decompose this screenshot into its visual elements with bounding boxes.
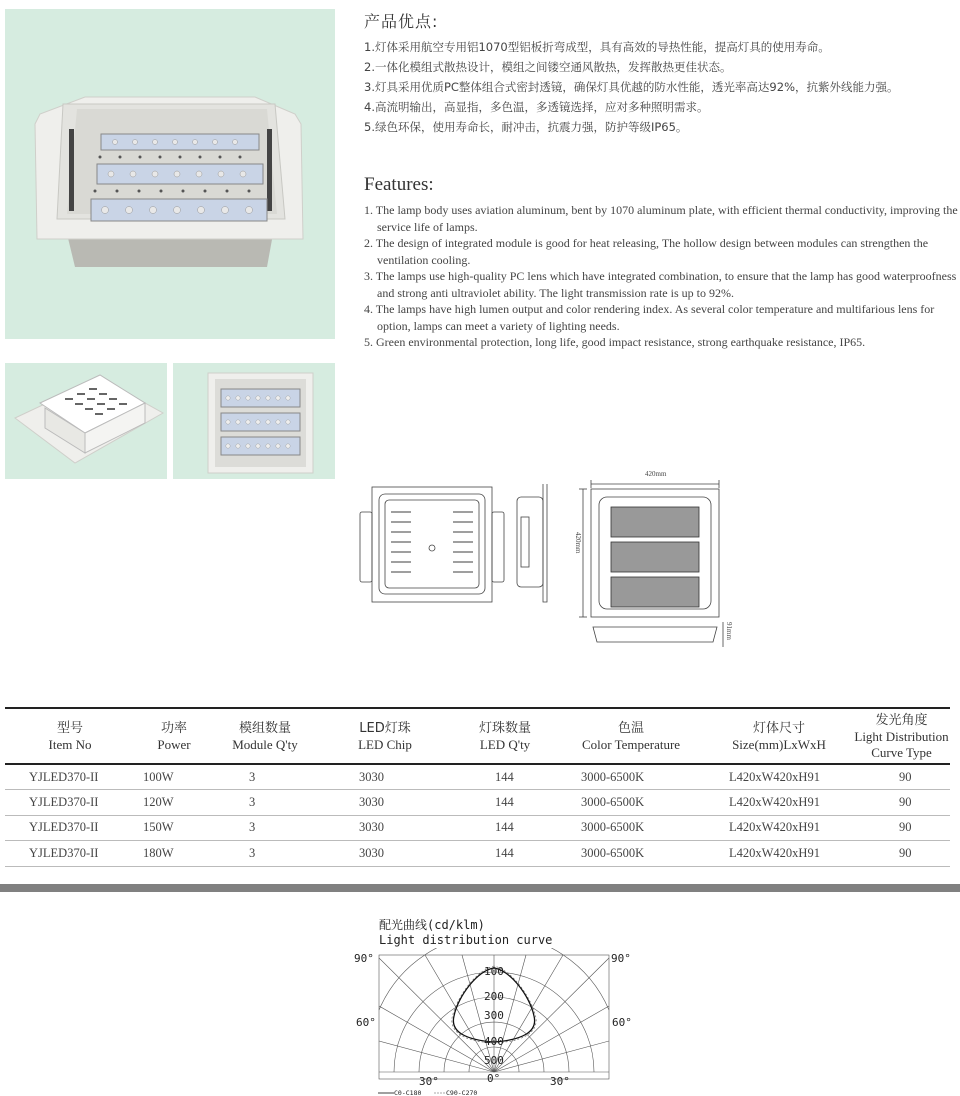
cell-color-temperature: 3000-6500K	[557, 764, 705, 790]
feature-item: 5. Green environmental protection, long life, good impact resistance, strong earthquake resistance, IP65.	[364, 335, 866, 349]
feature-item: 4. The lamps have high lumen output and color rendering index. As several color temperature and multifarious lens for option, lamps can meet a variety of lighting needs.	[364, 302, 935, 333]
cell-led-qty: 144	[453, 764, 557, 790]
light-distribution-curve	[350, 948, 640, 1096]
angle-label: 60°	[356, 1016, 376, 1029]
cell-color-temperature: 3000-6500K	[557, 815, 705, 841]
radial-label: 400	[484, 1035, 504, 1048]
cell-light-distribution: 90	[853, 790, 950, 816]
cell-module-qty: 3	[213, 815, 317, 841]
advantage-item: 5.绿色环保，使用寿命长，耐冲击，抗震力强，防护等级IP65。	[364, 120, 688, 134]
feature-item: 3. The lamps use high-quality PC lens which have integrated combination, to ensure that the lamp has good waterproofness and strong anti ultraviolet ability. The light transmission rate is up to 92%.	[364, 269, 957, 300]
cell-color-temperature: 3000-6500K	[557, 790, 705, 816]
cell-item-no: YJLED370-II	[5, 764, 135, 790]
curve-title-zh: 配光曲线(cd/klm)	[379, 918, 485, 932]
cell-power: 180W	[135, 841, 213, 867]
side-view-drawing	[517, 484, 547, 602]
header-light-distribution: 发光角度 Light Distribution Curve Type	[853, 708, 950, 764]
radial-label: 100	[484, 965, 504, 978]
feature-item: 2. The design of integrated module is good for heat releasing, The hollow design between modules can strengthen the ventilation cooling.	[364, 236, 929, 267]
cell-power: 150W	[135, 815, 213, 841]
cell-led-chip: 3030	[317, 764, 453, 790]
cell-size: L420xW420xH91	[705, 764, 853, 790]
main-product-photo	[5, 9, 335, 339]
cell-led-qty: 144	[453, 790, 557, 816]
feature-item: 1. The lamp body uses aviation aluminum, bent by 1070 aluminum plate, with efficient thermal conductivity, improving the service life of lamps.	[364, 203, 958, 234]
header-size: 灯体尺寸 Size(mm)LxWxH	[705, 708, 853, 764]
table-row	[5, 815, 950, 841]
header-module-qty: 模组数量 Module Q'ty	[213, 708, 317, 764]
radial-label: 300	[484, 1009, 504, 1022]
cell-led-chip: 3030	[317, 841, 453, 867]
cell-led-chip: 3030	[317, 790, 453, 816]
width-dimension-label: 420mm	[645, 470, 667, 478]
section-divider	[0, 884, 960, 892]
curve-title-en: Light distribution curve	[379, 933, 553, 947]
angle-label: 60°	[612, 1016, 632, 1029]
header-power: 功率 Power	[135, 708, 213, 764]
legend-c90-c270: C90-C270	[446, 1089, 478, 1096]
advantage-item: 2.一体化模组式散热设计，模组之间镂空通风散热，发挥散热更佳状态。	[364, 60, 732, 74]
cell-module-qty: 3	[213, 790, 317, 816]
cell-led-chip: 3030	[317, 815, 453, 841]
advantage-item: 3.灯具采用优质PC整体组合式密封透镜，确保灯具优越的防水性能，透光率高达92%，抗紫外线能力强。	[364, 80, 899, 94]
table-row	[5, 790, 950, 816]
angle-label: 30°	[550, 1075, 570, 1088]
table-header-row	[5, 708, 950, 764]
cell-item-no: YJLED370-II	[5, 841, 135, 867]
product-thumbnail-front	[173, 363, 335, 479]
cell-size: L420xW420xH91	[705, 815, 853, 841]
cell-module-qty: 3	[213, 841, 317, 867]
angle-label: 30°	[419, 1075, 439, 1088]
angle-label: 90°	[611, 952, 631, 965]
cell-size: L420xW420xH91	[705, 841, 853, 867]
header-led-chip: LED灯珠 LED Chip	[317, 708, 453, 764]
cell-item-no: YJLED370-II	[5, 790, 135, 816]
spec-table	[5, 707, 950, 867]
header-led-qty: 灯珠数量 LED Q'ty	[453, 708, 557, 764]
header-color-temperature: 色温 Color Temperature	[557, 708, 705, 764]
cell-size: L420xW420xH91	[705, 790, 853, 816]
cell-light-distribution: 90	[853, 841, 950, 867]
cell-led-qty: 144	[453, 815, 557, 841]
angle-label: 90°	[354, 952, 374, 965]
cell-module-qty: 3	[213, 764, 317, 790]
radial-label: 200	[484, 990, 504, 1003]
module-bed	[67, 109, 277, 214]
angle-label: 0°	[487, 1072, 501, 1085]
depth-dimension-label: 420mm	[574, 532, 582, 554]
height-dimension-label: 91mm	[725, 622, 733, 640]
product-thumbnail-side	[5, 363, 167, 479]
cell-power: 120W	[135, 790, 213, 816]
features-title: Features:	[364, 174, 434, 195]
back-view-drawing	[360, 487, 504, 602]
curve-title	[379, 918, 552, 948]
cell-item-no: YJLED370-II	[5, 815, 135, 841]
cell-color-temperature: 3000-6500K	[557, 841, 705, 867]
advantages-list	[364, 37, 956, 137]
radial-label: 500	[484, 1054, 504, 1067]
table-row	[5, 841, 950, 867]
legend-c0-c180: C0-C180	[394, 1089, 422, 1096]
cell-led-qty: 144	[453, 841, 557, 867]
cell-light-distribution: 90	[853, 764, 950, 790]
front-view-drawing	[579, 480, 723, 647]
cell-power: 100W	[135, 764, 213, 790]
cell-light-distribution: 90	[853, 815, 950, 841]
technical-drawings	[355, 462, 735, 662]
advantages-title: 产品优点:	[364, 12, 439, 31]
advantage-item: 1.灯体采用航空专用铝1070型铝板折弯成型，具有高效的导热性能，提高灯具的使用寿命。	[364, 40, 830, 54]
advantage-item: 4.高流明输出，高显指，多色温，多透镜选择，应对多种照明需求。	[364, 100, 709, 114]
table-row	[5, 764, 950, 790]
features-list	[364, 202, 958, 351]
header-item-no: 型号 Item No	[5, 708, 135, 764]
